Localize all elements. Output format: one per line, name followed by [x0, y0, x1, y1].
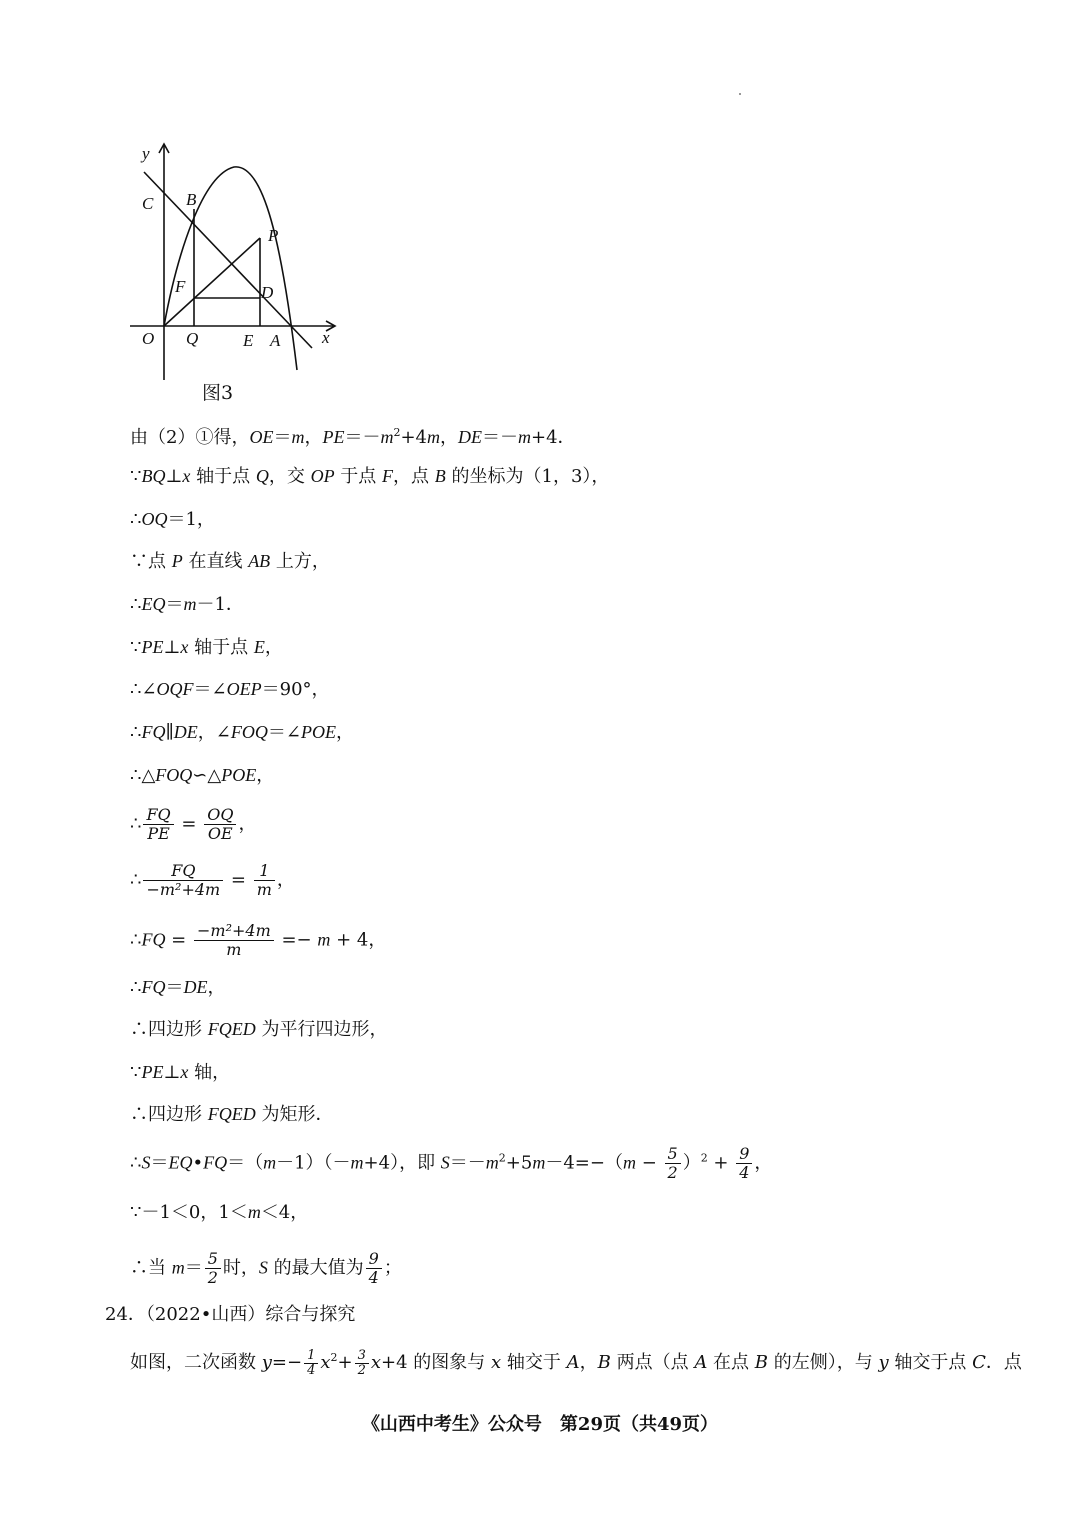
step-text: ＝ — [184, 1257, 203, 1279]
math-variable: OE — [249, 427, 274, 447]
label-c: C — [142, 194, 154, 213]
step-text: ∴ — [130, 509, 142, 530]
step-text: • — [192, 1152, 204, 1174]
problem-text-c: 两点（点 — [610, 1352, 695, 1373]
fraction-three-halves — [355, 1349, 369, 1378]
page-footer: 《山西中考生》公众号 第29页（共49页） — [361, 1414, 719, 1435]
step-text: ＝ — [273, 427, 292, 448]
fraction-denominator: 4 — [739, 1163, 750, 1182]
solution-step — [130, 1250, 402, 1287]
step-text: ⊥ — [163, 1062, 181, 1083]
problem-eq-x2: x — [370, 1352, 382, 1373]
math-variable: DE — [458, 427, 482, 447]
fraction-denominator: −m²+4m — [146, 880, 221, 899]
fraction-numerator: 9 — [366, 1250, 382, 1269]
fraction — [254, 862, 275, 899]
solution-step — [130, 549, 330, 574]
math-variable: m — [171, 1257, 185, 1278]
math-variable: BQ — [141, 466, 166, 486]
fraction-numerator: FQ — [143, 862, 223, 881]
label-d: D — [261, 283, 274, 302]
fraction-numerator: 1 — [254, 862, 275, 881]
math-variable: DE — [173, 722, 198, 742]
step-text: ∴∠ — [130, 679, 157, 700]
figure-3-graph — [122, 135, 352, 405]
step-text: 时， — [222, 1257, 259, 1279]
math-variable: m — [263, 1152, 277, 1173]
step-text: ， — [276, 869, 295, 891]
step-text: 轴于点 — [188, 637, 254, 658]
problem-eq-sq: 2 — [330, 1351, 338, 1364]
solution-step — [130, 635, 283, 660]
problem-eq-plus: + — [337, 1352, 353, 1373]
step-text: ＝∠ — [193, 679, 227, 700]
fraction — [143, 862, 223, 899]
step-text: 轴于点 — [190, 466, 256, 487]
step-text: ＝－ — [482, 427, 518, 448]
fraction-denominator: m — [226, 940, 242, 959]
step-text: ∵ — [130, 466, 142, 487]
problem-y2: y — [878, 1352, 889, 1373]
step-text: 在直线 — [182, 551, 249, 572]
step-text: ， — [207, 977, 226, 998]
math-variable: POE — [300, 722, 336, 742]
math-variable: EQ — [168, 1152, 193, 1173]
fraction — [205, 1250, 221, 1287]
problem-x: x — [491, 1352, 502, 1373]
step-text: ， — [335, 722, 354, 743]
label-e: E — [243, 331, 254, 350]
math-variable: x — [180, 1062, 189, 1082]
math-variable: Q — [255, 466, 269, 486]
problem-text-f: 轴交于点 — [888, 1352, 973, 1373]
step-text: －4=−（ — [545, 1152, 623, 1174]
math-variable: PE — [141, 637, 164, 657]
math-variable: S — [258, 1257, 268, 1278]
math-variable: E — [253, 637, 265, 657]
solution-step — [130, 720, 354, 745]
step-text: ， — [440, 427, 458, 448]
math-variable: DE — [183, 977, 208, 997]
step-text: ＝90°， — [261, 679, 330, 700]
step-text: =− — [275, 929, 318, 951]
math-variable: S — [141, 1152, 151, 1173]
step-text: ∵点 — [130, 551, 172, 572]
step-text: ∽△ — [192, 765, 222, 786]
fraction — [204, 806, 236, 843]
fraction-numerator: 1 — [304, 1349, 318, 1364]
figure-caption: 图3 — [202, 382, 234, 404]
math-variable: OQ — [141, 509, 168, 529]
step-text: +4 — [400, 427, 427, 448]
step-text: +5 — [505, 1152, 533, 1174]
math-variable: x — [180, 637, 189, 657]
solution-step — [130, 464, 609, 489]
step-text: ， — [238, 813, 257, 835]
math-variable: m — [317, 929, 331, 950]
step-text: －1． — [196, 594, 244, 615]
math-variable: FOQ — [230, 722, 268, 742]
step-text: = — [165, 929, 192, 951]
solution-step — [130, 1102, 333, 1127]
math-variable: m — [247, 1202, 261, 1222]
math-variable: EQ — [141, 594, 166, 614]
solution-step — [130, 763, 274, 788]
step-text: ∵ — [130, 1062, 142, 1083]
fraction-denominator: PE — [147, 824, 170, 843]
math-variable: FQ — [141, 722, 166, 742]
step-text: ＝（ — [227, 1152, 264, 1174]
step-text: ∴ — [130, 594, 142, 615]
problem-eq-x1: x — [320, 1352, 331, 1373]
math-variable: FQ — [141, 977, 166, 997]
step-text: ∴当 — [130, 1257, 172, 1279]
solution-step — [130, 862, 295, 899]
fraction — [665, 1145, 681, 1182]
fraction-denominator: m — [256, 880, 272, 899]
step-text: 由（2）①得， — [130, 427, 250, 448]
math-variable: S — [440, 1152, 450, 1173]
step-text: ） — [682, 1152, 701, 1174]
step-text: ＝ — [165, 977, 184, 998]
solution-step — [130, 1200, 308, 1225]
solution-step — [130, 806, 256, 843]
step-text: ＝ — [150, 1152, 169, 1174]
fraction-denominator: 2 — [207, 1268, 218, 1287]
label-b: B — [186, 190, 197, 209]
step-text: = — [175, 813, 203, 835]
step-text: 轴， — [188, 1062, 231, 1083]
step-text: ∴ — [130, 722, 142, 743]
label-f: F — [175, 277, 186, 296]
math-variable: m — [518, 427, 531, 447]
scan-speck — [739, 93, 741, 95]
superscript: 2 — [498, 1151, 506, 1165]
math-variable: FQ — [141, 929, 166, 950]
step-text: ∵ — [130, 637, 142, 658]
step-text: 为矩形． — [255, 1104, 334, 1125]
fraction-denominator: 2 — [357, 1362, 366, 1378]
math-variable: OEP — [226, 679, 262, 699]
step-text: 的坐标为（1，3）， — [445, 466, 610, 487]
math-variable: m — [380, 427, 394, 447]
solution-step — [130, 507, 215, 532]
fraction-one-quarter — [304, 1349, 318, 1378]
step-text: + — [707, 1152, 735, 1174]
solution-step — [130, 592, 244, 617]
math-variable: m — [427, 427, 440, 447]
problem-b: B — [597, 1352, 611, 1373]
problem-text-e: 的左侧），与 — [768, 1352, 879, 1373]
fraction-numerator: 5 — [205, 1250, 221, 1269]
step-text: ＜4， — [260, 1202, 309, 1223]
problem-eq-mid1: =− — [271, 1352, 303, 1373]
step-text: + 4， — [330, 929, 387, 951]
fraction-numerator: 9 — [736, 1145, 752, 1164]
math-variable: x — [182, 466, 191, 486]
fraction-numerator: 5 — [665, 1145, 681, 1164]
math-variable: m — [350, 1152, 364, 1173]
step-text: +4），即 — [363, 1152, 441, 1174]
math-variable: P — [171, 551, 183, 571]
step-text: －1）（－ — [276, 1152, 351, 1174]
step-text: ∴ — [130, 977, 142, 998]
fraction-denominator: 2 — [667, 1163, 678, 1182]
step-text: ， — [256, 765, 275, 786]
solution-step — [130, 922, 386, 959]
step-text: 于点 — [334, 466, 383, 487]
problem-eq-end: +4 的图象与 — [381, 1352, 492, 1373]
step-text: ，∠ — [197, 722, 231, 743]
problem-a: A — [566, 1352, 580, 1373]
math-variable: OP — [310, 466, 335, 486]
solution-step — [130, 1145, 772, 1182]
math-variable: POE — [221, 765, 257, 785]
step-text: ＝－ — [344, 427, 381, 448]
fraction-numerator: FQ — [143, 806, 173, 825]
step-text: ＝ — [165, 594, 184, 615]
step-text: ， — [264, 637, 283, 658]
superscript: 2 — [393, 426, 401, 439]
fraction — [143, 806, 173, 843]
step-text: 的最大值为 — [267, 1257, 364, 1279]
step-text: ∵－1＜0，1＜ — [130, 1202, 248, 1223]
solution-step — [130, 1060, 230, 1085]
math-variable: FQ — [203, 1152, 228, 1173]
label-x: x — [322, 328, 330, 347]
math-variable: PE — [322, 427, 345, 447]
math-variable: m — [183, 594, 197, 614]
math-variable: AB — [248, 551, 271, 571]
problem-b2: B — [754, 1352, 769, 1373]
math-variable: B — [434, 466, 446, 486]
step-text: ⊥ — [163, 637, 181, 658]
math-variable: OQF — [156, 679, 194, 699]
problem-eq-y: y — [261, 1352, 272, 1373]
step-text: ＝－ — [449, 1152, 486, 1174]
label-p: P — [268, 226, 279, 245]
step-text: ＝1， — [167, 509, 215, 530]
math-variable: F — [382, 466, 394, 486]
step-text: ， — [754, 1152, 773, 1174]
fraction-denominator: OE — [207, 824, 233, 843]
math-variable: FQED — [207, 1019, 256, 1039]
fraction — [366, 1250, 382, 1287]
fraction-numerator: OQ — [204, 806, 236, 825]
step-text: 上方， — [270, 551, 330, 572]
step-text: ∴四边形 — [130, 1019, 208, 1040]
fraction-denominator: 4 — [368, 1268, 379, 1287]
problem-heading: 24．（2022•山西）综合与探究 — [105, 1304, 356, 1325]
problem-text-a: 如图，二次函数 — [130, 1352, 262, 1373]
fraction — [194, 922, 274, 959]
step-text: ， — [304, 427, 323, 448]
math-variable: FOQ — [155, 765, 193, 785]
fraction-denominator: 4 — [307, 1362, 316, 1378]
math-variable: m — [532, 1152, 546, 1173]
math-variable: m — [485, 1152, 499, 1173]
problem-a2: A — [694, 1352, 708, 1373]
step-text: ∴△ — [130, 765, 156, 786]
math-variable: PE — [141, 1062, 164, 1082]
step-text: ，点 — [393, 466, 435, 487]
step-text: ∥ — [165, 722, 174, 743]
step-text: 为平行四边形， — [255, 1019, 388, 1040]
problem-text-b: 轴交于 — [501, 1352, 567, 1373]
math-variable: m — [622, 1152, 636, 1173]
step-text: ∴ — [130, 813, 142, 835]
step-text: ⊥ — [165, 466, 183, 487]
fraction-numerator: 3 — [355, 1349, 369, 1364]
step-text: ∴ — [130, 1152, 142, 1174]
fraction-numerator: −m²+4m — [194, 922, 274, 941]
step-text: ，交 — [268, 466, 311, 487]
step-text: ∴ — [130, 929, 142, 951]
step-text: ∴四边形 — [130, 1104, 208, 1125]
math-variable: m — [291, 427, 305, 447]
problem-text-d: 在点 — [707, 1352, 755, 1373]
step-text: − — [635, 1152, 663, 1174]
solution-step — [130, 975, 225, 1000]
label-q: Q — [186, 329, 199, 348]
step-text: ∴ — [130, 869, 142, 891]
math-variable: FQED — [207, 1104, 256, 1124]
problem-text-g: ．点 — [985, 1352, 1022, 1373]
problem-statement — [130, 1348, 1022, 1378]
step-text: ＝∠ — [267, 722, 301, 743]
fraction — [736, 1145, 752, 1182]
label-y: y — [142, 144, 150, 163]
step-text: = — [225, 869, 252, 891]
solution-step — [130, 421, 576, 450]
problem-comma: ， — [579, 1352, 598, 1373]
solution-step — [130, 1017, 387, 1042]
superscript: 2 — [700, 1151, 708, 1165]
solution-step — [130, 677, 330, 702]
step-text: +4． — [531, 427, 576, 448]
label-o: O — [142, 329, 155, 348]
label-a: A — [270, 331, 281, 350]
step-text: ； — [383, 1257, 402, 1279]
problem-c: C — [972, 1352, 986, 1373]
